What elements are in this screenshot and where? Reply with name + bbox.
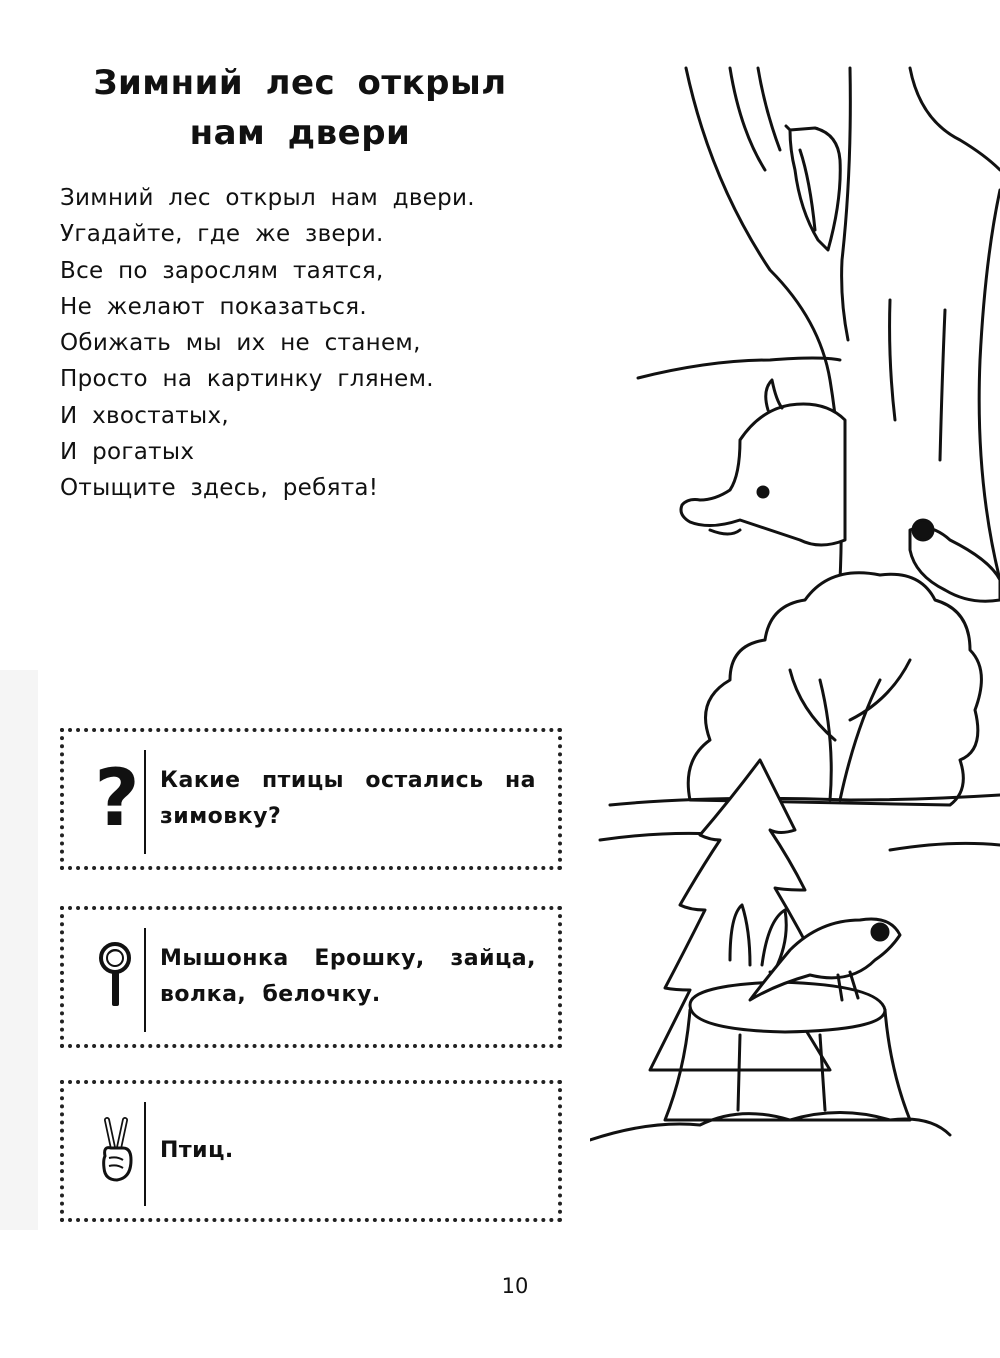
page-edge-shadow <box>0 670 38 1230</box>
victory-hand-icon <box>82 1084 152 1218</box>
poem-line: Все по зарослям таятся, <box>60 257 384 284</box>
divider <box>144 928 146 1032</box>
question-mark-icon <box>82 732 152 866</box>
answer-text: Птиц. <box>160 1138 234 1163</box>
poem-line: И рогатых <box>60 439 195 466</box>
answer-box <box>60 1080 562 1222</box>
question-text: Какие птицы остались на зимовку? <box>160 768 536 829</box>
question-mark-symbol: ? <box>94 754 140 844</box>
page-title <box>40 58 560 158</box>
search-answer-box <box>60 906 562 1048</box>
poem <box>60 180 560 507</box>
magnifier-icon <box>82 910 152 1044</box>
page-title-line-2: нам двери <box>189 113 411 153</box>
divider <box>144 750 146 854</box>
divider <box>144 1102 146 1206</box>
winter-forest-illustration <box>590 60 1000 1170</box>
question-box <box>60 728 562 870</box>
poem-line: Обижать мы их не станем, <box>60 330 421 357</box>
poem-line: Угадайте, где же звери. <box>60 221 384 248</box>
poem-line: И хвостатых, <box>60 402 229 429</box>
poem-line: Отыщите здесь, ребята! <box>60 475 379 502</box>
poem-line: Просто на картинку глянем. <box>60 366 434 393</box>
answer-text: Мышонка Ерошку, зайца, волка, белочку. <box>160 946 536 1007</box>
poem-line: Зимний лес открыл нам двери. <box>60 185 475 211</box>
poem-line: Не желают показаться. <box>60 293 367 320</box>
page-number: 10 <box>501 1274 529 1298</box>
page-title-line-1: Зимний лес открыл <box>93 63 507 103</box>
